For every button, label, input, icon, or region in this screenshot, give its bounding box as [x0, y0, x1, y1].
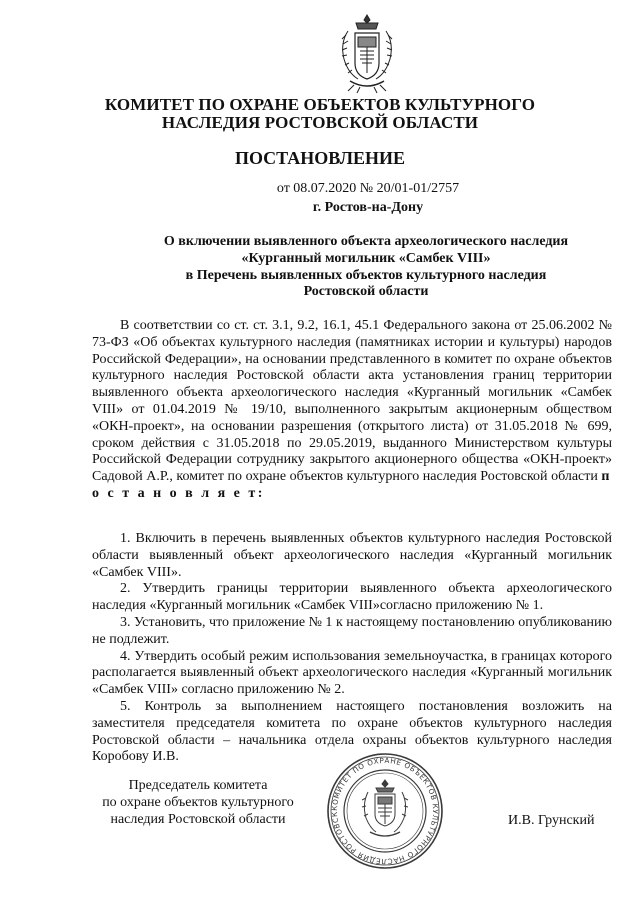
preamble-paragraph: [92, 318, 612, 503]
organization-name-line1: КОМИТЕТ ПО ОХРАНЕ ОБЪЕКТОВ КУЛЬТУРНОГО: [104, 95, 536, 114]
subject-line: Ростовской области: [303, 284, 429, 300]
position-line: по охране объектов культурного: [102, 794, 294, 810]
document-type-title: ПОСТАНОВЛЕНИЕ: [234, 148, 406, 168]
resolution-item: 5. Контроль за выполнением настоящего постановления возложить на заместителя председателя комитета по охране объектов культурного наследия Ростовской области – начальника отдела охраны объектов культурного наследия Коробову И.В.: [92, 698, 612, 765]
resolves-word: п о с т а н о в л я е т:: [92, 469, 612, 501]
subject-line: «Курганный могильник «Самбек VIII»: [241, 250, 491, 266]
date-number: от 08.07.2020 № 20/01-01/2757: [276, 181, 460, 196]
position-line: наследия Ростовской области: [110, 811, 286, 827]
coat-of-arms-emblem: [336, 13, 398, 95]
seal-ring-text: КОМИТЕТ ПО ОХРАНЕ ОБЪЕКТОВ КУЛЬТУРНОГО НАСЛЕДИЯ РОСТОВСК: [329, 755, 441, 867]
signatory-position: [80, 778, 316, 828]
subject-line: О включении выявленного объекта археологического наследия: [163, 234, 569, 249]
signatory-name: И.В. Грунский: [508, 813, 595, 828]
resolution-item: 1. Включить в перечень выявленных объектов культурного наследия Ростовской области выявленный объект археологического наследия «Курганный могильник «Самбек VIII».: [92, 531, 612, 580]
resolution-item: 4. Утвердить особый режим использования земельноучастка, в границах которого располагается выявленный объект археологического наследия «Курганный могильник «Самбек VIII» согласно приложению № 2.: [92, 648, 612, 698]
position-line: Председатель комитета: [128, 778, 268, 793]
organization-name-line2: НАСЛЕДИЯ РОСТОВСКОЙ ОБЛАСТИ: [161, 113, 479, 132]
resolution-items: [92, 531, 612, 766]
official-seal-stamp: [326, 752, 444, 870]
resolution-item: 3. Установить, что приложение № 1 к настоящему постановлению опубликованию не подлежит.: [92, 614, 612, 647]
city-name: г. Ростов-на-Дону: [312, 200, 424, 215]
subject-line: в Перечень выявленных объектов культурного наследия: [185, 267, 547, 283]
resolution-item: 2. Утвердить границы территории выявленного объекта археологического наследия «Курганный могильник «Самбек VIII»согласно приложению № 1.: [92, 581, 612, 614]
preamble-text: В соответствии со ст. ст. 3.1, 9.2, 16.1, 45.1 Федерального закона от 25.06.2002 № 73-ФЗ «Об объектах культурного наследия (памятниках истории и культуры) народов Российской Федерации», на основании представленного в комитет по охране объектов культурного наследия Ростовской области акта установления границ территории выявленного объекта археологического наследия «Курганный могильник «Самбек VIII» от 01.04.2019 № 19/10, выполненного закрытым акционерным обществом «ОКН-проект», на основании разрешения (открытого листа) от 31.05.2018 № 699, сроком действия с 31.05.2018 по 29.05.2019, выданного Министерством культуры Российской Федерации сотруднику закрытого акционерного общества «ОКН-проект» Садовой А.Р., комитет по охране объектов культурного наследия Ростовской области: [92, 318, 612, 485]
document-subject: [92, 234, 640, 301]
